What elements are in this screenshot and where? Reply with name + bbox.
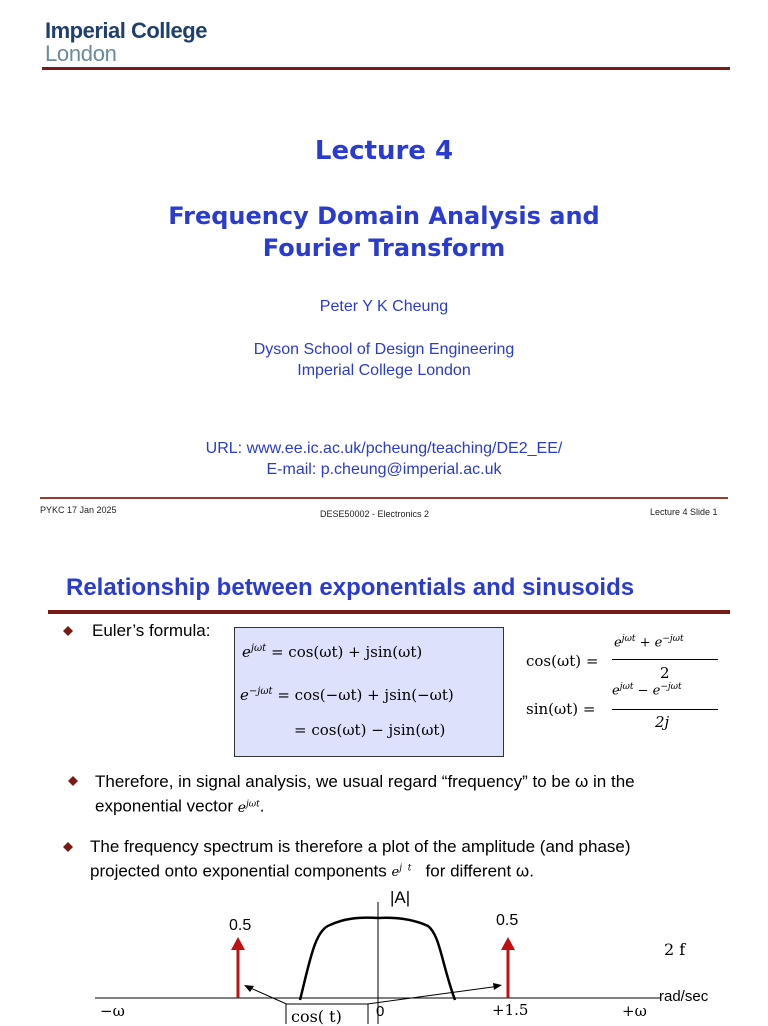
bullet-frequency: [95, 771, 635, 819]
bullet-spectrum-line1: The frequency spectrum is therefore a plot of the amplitude (and phase): [90, 837, 631, 856]
euler-eq1-rhs: = cos(ωt) + jsin(ωt): [270, 643, 423, 661]
contact: [0, 438, 768, 480]
bullet-icon: [63, 842, 73, 847]
cos-denominator: 2: [660, 664, 670, 682]
college-name: Imperial College London: [297, 362, 471, 379]
lecture-title-line2: Fourier Transform: [262, 234, 506, 262]
left-impulse-value: 0.5: [229, 917, 252, 934]
bullet-frequency-line1: Therefore, in signal analysis, we usual regard “frequency” to be ω in the: [95, 772, 635, 791]
euler-eq2-rhs: = cos(−ωt) + jsin(−ωt): [277, 686, 454, 704]
school-name: Dyson School of Design Engineering: [253, 341, 515, 358]
url-link[interactable]: URL: www.ee.ic.ac.uk/pcheung/teaching/DE2_EE/: [205, 440, 563, 457]
zero-label: 0: [376, 1003, 385, 1020]
cos-box-label: cos( t): [291, 1007, 342, 1026]
bullet-frequency-line2: exponential vector: [95, 796, 233, 816]
sin-lhs: sin(ωt) =: [526, 700, 596, 718]
bullet-spectrum: [90, 836, 631, 884]
lecture-title-line1: Frequency Domain Analysis and: [168, 202, 600, 230]
pointer-arrow-right-icon: [493, 983, 502, 990]
right-impulse-arrow-icon: [501, 937, 515, 950]
sin-denominator: 2j: [655, 713, 670, 731]
bullet-icon: [63, 626, 73, 631]
email-link[interactable]: E-mail: p.cheung@imperial.ac.uk: [266, 461, 502, 478]
lecture-title: [0, 200, 768, 264]
amplitude-axis-label: |A|: [390, 888, 411, 907]
neg-omega-label: −ω: [100, 1002, 125, 1020]
euler-eq3: = cos(ωt) − jsin(ωt): [294, 721, 446, 739]
slide2-title: Relationship between exponentials and sinusoids: [66, 574, 635, 601]
author: Peter Y K Cheung: [319, 298, 449, 315]
affiliation: [0, 339, 768, 381]
logo-london: London: [45, 41, 117, 66]
plus-one-five-label: +1.5: [492, 1001, 529, 1019]
two-pi-f-label: [664, 940, 685, 959]
cos-fraction-bar: [612, 659, 718, 660]
unit-label: rad/sec: [659, 988, 709, 1005]
bullet-icon: [68, 776, 78, 781]
left-impulse-arrow-icon: [231, 937, 245, 950]
euler-eq1: $e^{j\omega t} = \cos(\omega t) + jsin(\omega t)$: [242, 643, 423, 661]
euler-eq2: $e^{-j\omega t} = \cos(-\omega t) + jsin(-\omega t)$: [240, 686, 454, 704]
logo-imperial-college: Imperial College: [45, 18, 207, 43]
sin-fraction-bar: [612, 709, 718, 710]
right-impulse-value: 0.5: [496, 912, 519, 929]
lecture-number: Lecture 4: [314, 136, 454, 166]
pos-omega-label: +ω: [622, 1002, 647, 1020]
sin-numerator: $e^{j\omega t} - e^{-j\omega t}$: [612, 682, 682, 699]
cos-lhs: cos(ωt) =: [526, 652, 599, 670]
cos-numerator: $e^{j\omega t} + e^{-j\omega t}$: [614, 634, 684, 651]
footer-center: DESE50002 - Electronics 2: [320, 509, 430, 519]
footer-rule: [40, 497, 728, 499]
two-pi-f-text: 2 f: [664, 940, 686, 959]
footer-right: Lecture 4 Slide 1: [650, 507, 718, 517]
slide2-rule: [48, 610, 730, 614]
bullet-euler-label: Euler’s formula:: [92, 621, 211, 640]
bullet-spectrum-line2b: for different ω.: [425, 861, 534, 881]
bullet-frequency-line2-wrap: exponential vector $e^{j\omega t}$.: [95, 796, 265, 816]
bullet-spectrum-line2: projected onto exponential components: [90, 861, 387, 881]
header-rule: [42, 67, 730, 70]
bullet-spectrum-line2-wrap: projected onto exponential components $e^{j t}$ for different ω.: [90, 861, 534, 881]
footer-left: PYKC 17 Jan 2025: [40, 505, 117, 515]
